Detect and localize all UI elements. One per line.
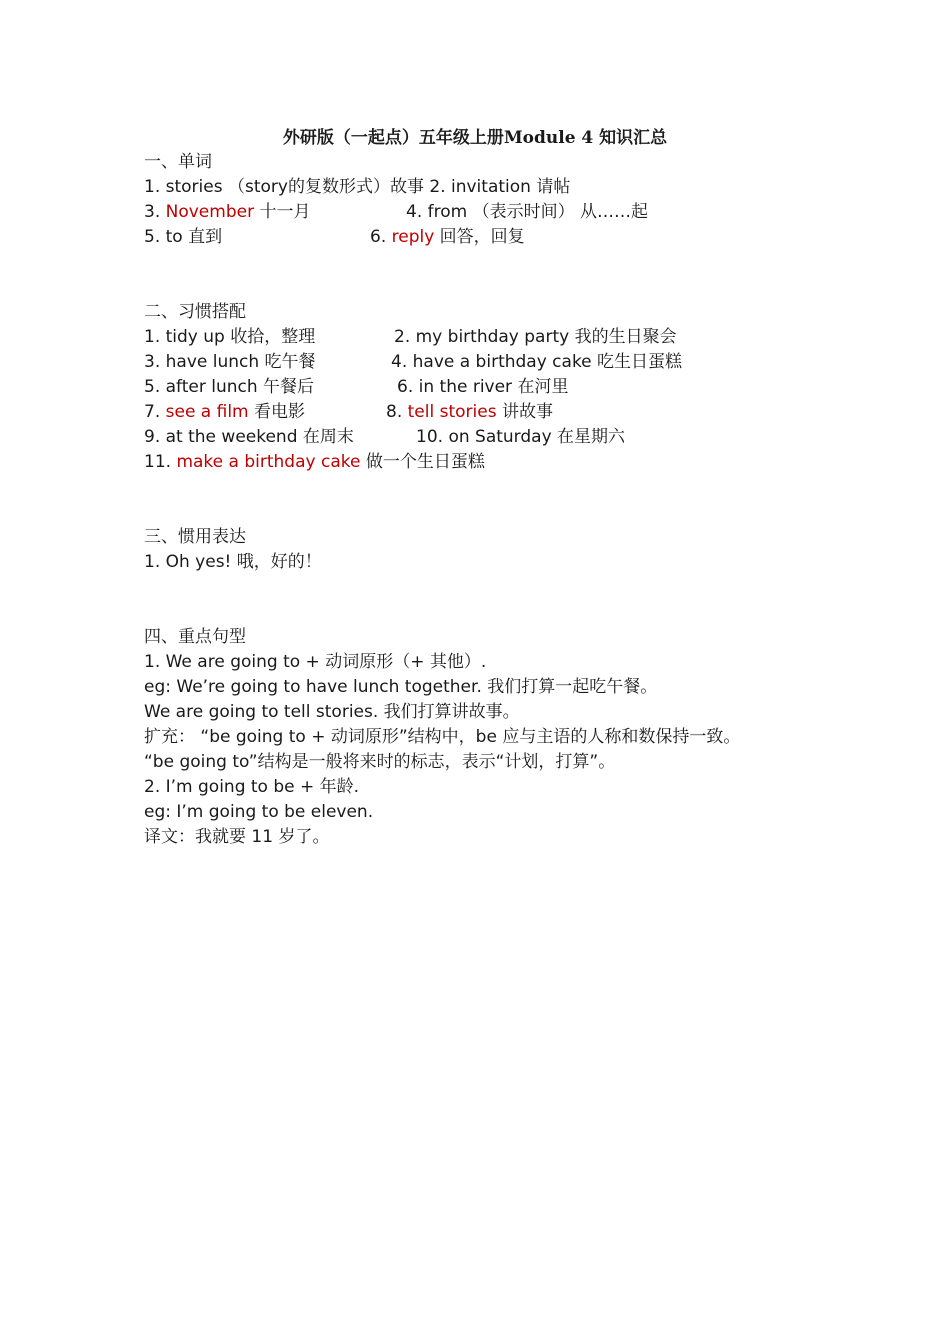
phrase-item: 7. see a film 看电影 <box>144 402 306 422</box>
phrase-item: 1. tidy up 收拾，整理 <box>144 327 316 347</box>
highlighted-word: November <box>165 202 255 222</box>
vocab-row <box>144 200 844 225</box>
highlighted-phrase: tell stories <box>407 402 497 422</box>
phrase-row <box>144 375 844 400</box>
phrase-item: 8. tell stories 讲故事 <box>386 402 553 422</box>
phrase-item: 11. make a birthday cake 做一个生日蛋糕 <box>144 452 485 472</box>
phrase-row <box>144 450 844 475</box>
section-heading-phrases: 二、习惯搭配 <box>144 302 246 322</box>
pattern-line: 1. We are going to + 动词原形（+ 其他）. <box>144 652 487 672</box>
pattern-line: 译文：我就要 11 岁了。 <box>144 827 330 847</box>
document-body <box>144 150 844 850</box>
highlighted-phrase: see a film <box>165 402 249 422</box>
pattern-line: 扩充： “be going to + 动词原形”结构中，be 应与主语的人称和数保持一致。 <box>144 727 741 747</box>
pattern-line: 2. I’m going to be + 年龄. <box>144 777 360 797</box>
highlighted-word: reply <box>391 227 435 247</box>
section-heading-expressions: 三、惯用表达 <box>144 527 246 547</box>
vocab-item: 5. to 直到 <box>144 227 223 247</box>
phrase-item: 5. after lunch 午餐后 <box>144 377 315 397</box>
vocab-item: 3. November 十一月 <box>144 202 311 222</box>
highlighted-phrase: make a birthday cake <box>176 452 361 472</box>
vocab-item: 6. reply 回答，回复 <box>370 227 525 247</box>
phrase-row <box>144 350 844 375</box>
phrase-row <box>144 400 844 425</box>
phrase-item: 2. my birthday party 我的生日聚会 <box>394 327 677 347</box>
phrase-item: 10. on Saturday 在星期六 <box>416 427 626 447</box>
phrase-item: 6. in the river 在河里 <box>397 377 569 397</box>
vocab-item: 4. from （表示时间） 从……起 <box>406 202 648 222</box>
pattern-line: eg: I’m going to be eleven. <box>144 802 374 822</box>
vocab-row <box>144 175 844 200</box>
pattern-line: We are going to tell stories. 我们打算讲故事。 <box>144 702 520 722</box>
phrase-item: 3. have lunch 吃午餐 <box>144 352 316 372</box>
expression-item: 1. Oh yes! 哦，好的！ <box>144 552 322 572</box>
phrase-row <box>144 325 844 350</box>
phrase-row <box>144 425 844 450</box>
phrase-item: 9. at the weekend 在周末 <box>144 427 354 447</box>
section-heading-vocab: 一、单词 <box>144 152 212 172</box>
pattern-line: “be going to”结构是一般将来时的标志，表示“计划，打算”。 <box>144 752 616 772</box>
phrase-item: 4. have a birthday cake 吃生日蛋糕 <box>391 352 683 372</box>
document-title: 外研版（一起点）五年级上册Module 4 知识汇总 <box>282 128 668 148</box>
vocab-row <box>144 225 844 250</box>
section-heading-patterns: 四、重点句型 <box>144 627 246 647</box>
vocab-item: 2. invitation 请帖 <box>429 177 571 197</box>
pattern-line: eg: We’re going to have lunch together. 我们打算一起吃午餐。 <box>144 677 658 697</box>
vocab-item: 1. stories （story的复数形式）故事 <box>144 177 424 197</box>
